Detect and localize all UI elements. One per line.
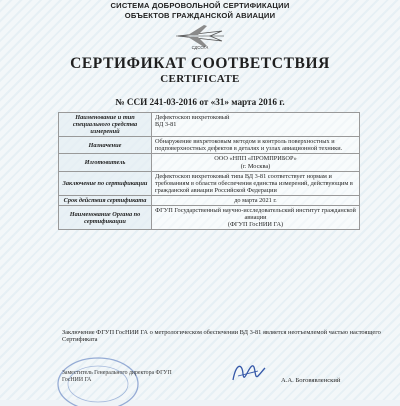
field-value-line: Дефектоскоп вихретоковый типа ВД 3-81 соответствует нормам и требованиям в области обеспечения единства измерений, действующим в гражданской авиации Российской Федерации (155, 172, 353, 194)
field-value (152, 206, 360, 230)
certificate-number: № ССИ 241-03-2016 от «31» марта 2016 г. (115, 97, 285, 107)
field-value-line: Обнаружение вихретоковым методом и контроль поверхностных и подповерхностных дефектов в деталях и узлах авиационной техники. (155, 138, 343, 153)
field-value-line: ООО «НПП «ПРОМПРИБОР» (214, 155, 297, 163)
signatory-name: А.А. Боговявленский (281, 377, 341, 384)
field-row (59, 171, 360, 195)
logo-caption: СДСОГА (191, 45, 209, 50)
field-value-line: Дефектоскоп вихретоковый (155, 114, 230, 121)
field-label: Срок действия сертификата (59, 195, 152, 205)
header-line-2: ОБЪЕКТОВ ГРАЖДАНСКОЙ АВИАЦИИ (124, 11, 276, 20)
handwritten-signature-icon (228, 358, 268, 388)
field-value (152, 137, 360, 154)
field-value-line: (г. Москва) (240, 162, 271, 170)
field-value (152, 113, 360, 137)
footer-note: Заключение ФГУП ГосНИИ ГА о метрологическом обеспечении ВД 3-81 является неотъемлемой частью настоящего Сертификата (62, 329, 381, 344)
certification-system-header (0, 0, 400, 20)
field-row (59, 195, 360, 205)
field-label: Назначение (59, 137, 152, 154)
field-row (59, 113, 360, 137)
certificate-title: СЕРТИФИКАТ СООТВЕТСТВИЯ (70, 55, 330, 72)
field-row (59, 154, 360, 171)
header-line-1: СИСТЕМА ДОБРОВОЛЬНОЙ СЕРТИФИКАЦИИ (110, 1, 290, 10)
field-value-line: ВД 3-81 (155, 121, 177, 129)
field-value-line: до марта 2021 г. (234, 196, 277, 204)
field-label: Наименование Органа по сертификации (59, 206, 152, 230)
field-label: Изготовитель (59, 154, 152, 171)
field-value (152, 154, 360, 171)
field-value-line: (ФГУП ГосНИИ ГА) (227, 221, 284, 229)
field-value-line: ФГУП Государственный научно-исследовательский институт гражданской авиации (155, 207, 356, 222)
field-row (59, 206, 360, 230)
field-value (152, 195, 360, 205)
certificate-fields-table (58, 112, 360, 230)
field-label: Наименование и тип специального средства измерений (59, 113, 152, 137)
certificate-subtitle: CERTIFICATE (160, 73, 240, 85)
field-row (59, 137, 360, 154)
field-value (152, 171, 360, 195)
signatory-position: Заместитель Генерального директора ФГУП ГосНИИ ГА (62, 370, 172, 383)
field-label: Заключение по сертификации (59, 171, 152, 195)
aircraft-emblem-icon (174, 22, 226, 50)
